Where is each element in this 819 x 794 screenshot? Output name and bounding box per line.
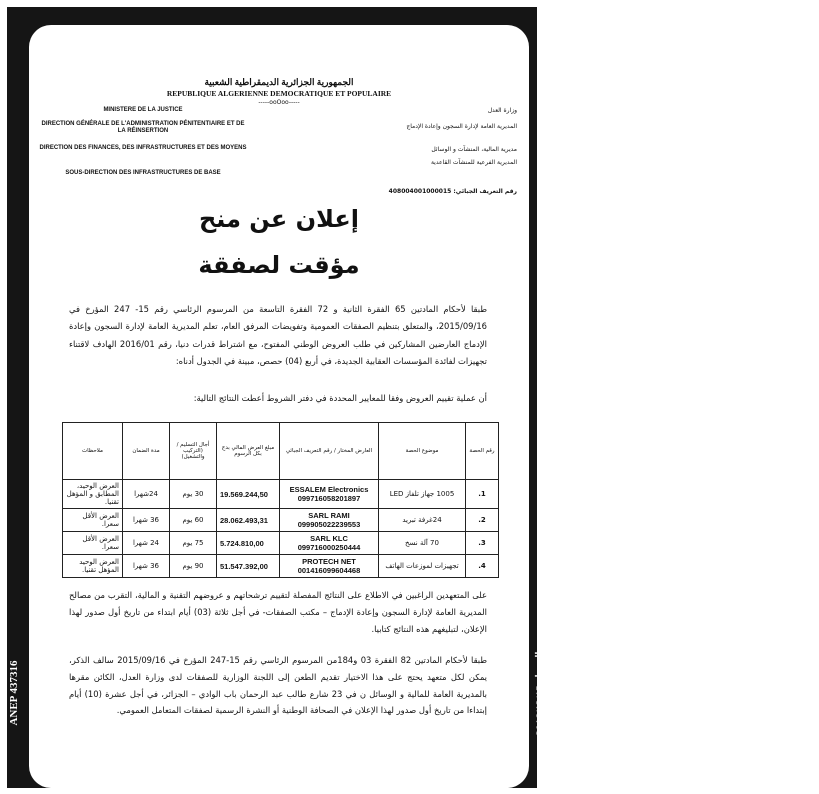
lot-warranty: 36 شهرا: [123, 555, 170, 578]
header-remarks: ملاحظات: [63, 423, 123, 480]
header-lot-subject: موضوع الحصة: [379, 423, 466, 480]
table-row: [63, 480, 499, 509]
lot-number: 1.: [466, 480, 499, 509]
intro-paragraph: طبقا لأحكام المادتين 65 الفقرة الثانية و 72 الفقرة التاسعة من المرسوم الرئاسي رقم 15- 247 المؤرخ في 2015/09/16، والمتعلق بتنظيم الصفقات العمومية وتفويضات المرفق العام، تعلم المديرية العامة لإدارة السجون وإعادة الإدماج العارضين المشاركين في طلب العروض الوطني المفتوح، مع اشتراط قدرات دنيا، رقم 2016/01 الهادف لاقتناء تجهيزات لفائدة المؤسسات العقابية الجديدة، في أربع (04) حصص، مبينة في الجدول أدناه:: [69, 304, 487, 367]
directorate-finances-fr: DIRECTION DES FINANCES, DES INFRASTRUCTURES ET DES MOYENS: [39, 145, 247, 151]
lot-remarks: العرض الوحيد المؤهل تقنيا.: [63, 555, 123, 578]
anep-reference: ANEP 437316: [8, 660, 20, 726]
consultation-paragraph: على المتعهدين الراغبين في الاطلاع على النتائج المفصلة لتقييم ترشحاتهم و عروضهم التقنية و المالية، التقرب من مصالح المديرية العامة لإدارة السجون وإعادة الإدماج – مكتب الصفقات- في أجل ثلاثة (03) أيام ابتداء من تاريخ أول صدور لهذا الإعلان، لتبليغهم هذه النتائج كتابيا.: [69, 590, 488, 634]
publication-date: 2016/12/15 المساء: [534, 651, 547, 736]
lot-subject: 1005 جهاز تلفاز LED: [379, 480, 466, 509]
announcement-title-line2: مؤقت لصفقة: [198, 251, 360, 279]
table-row: [63, 555, 499, 578]
results-intro: أن عملية تقييم العروض وفقا للمعايير المحددة في دفتر الشروط أعطت النتائج التالية:: [193, 393, 487, 403]
directorate-general-ar: المديرية العامة لإدارة السجون وإعادة الإدماج: [406, 123, 517, 130]
lot-amount: 28.062.493,31: [217, 509, 280, 532]
lot-amount: 51.547.392,00: [217, 555, 280, 578]
arabic-state-name: الجمهورية الجزائرية الديمقراطية الشعبية: [204, 77, 354, 87]
scan-frame: [7, 7, 547, 788]
ministry-fr: MINISTERE DE LA JUSTICE: [103, 107, 183, 113]
appeal-paragraph: طبقا لأحكام المادتين 82 الفقرة 03 و184من المرسوم الرئاسي رقم 15-247 المؤرخ في 2015/09/16 سالف الذكر، يمكن لكل متعهد يحتج على هذا الاختيار تقديم الطعن إلى اللجنة الوزارية للصفقات لدى وزارة العدل، الكائن مقرها بالمديرية العامة للمالية و الوسائل ن في 23 شارع طالب عبد الرحمان باب الوادي – الجزائر، في أجل عشرة (10) أيام إبتداءا من تاريخ أول صدور لهذا الإعلان في الصحافة الوطنية أو النشرة الرسمية لصفقات المتعامل العمومي.: [69, 655, 488, 716]
header-separator: -----ooOoo-----: [258, 99, 300, 106]
fiscal-id: رقم التعريف الجبائي: 408004001000015: [388, 188, 517, 195]
header-lot-number: رقم الحصة: [466, 423, 499, 480]
lot-delay: 30 يوم: [170, 480, 217, 509]
lot-delay: 90 يوم: [170, 555, 217, 578]
lot-bidder: ESSALEM Electronics 099716058201897: [280, 480, 379, 509]
lot-bidder: SARL KLC 099716000250444: [280, 532, 379, 555]
header-delay: أجال التسليم / (التركيب والتشغيل): [170, 423, 217, 480]
lot-remarks: العرض الأقل سعرا.: [63, 532, 123, 555]
lot-warranty: 24 شهرا: [123, 532, 170, 555]
header-bidder: العارض المختار / رقم التعريف الجبائي: [280, 423, 379, 480]
lot-number: 2.: [466, 509, 499, 532]
header-warranty: مدة الضمان: [123, 423, 170, 480]
announcement-page: [29, 25, 529, 788]
ministry-ar: وزارة العدل: [487, 107, 517, 114]
lot-subject: 24غرفة تبريد: [379, 509, 466, 532]
french-state-name: REPUBLIQUE ALGERIENNE DEMOCRATIQUE ET POPULAIRE: [166, 89, 392, 98]
table-row: [63, 532, 499, 555]
lot-delay: 60 يوم: [170, 509, 217, 532]
lot-subject: تجهيزات لموزعات الهاتف: [379, 555, 466, 578]
lot-warranty: 36 شهرا: [123, 509, 170, 532]
lot-remarks: العرض الوحيد، المطابق و المؤهل تقنيا.: [63, 480, 123, 509]
sub-directorate-ar: المديرية الفرعية للمنشآت القاعدية: [430, 159, 517, 166]
table-row: [63, 509, 499, 532]
announcement-title-line1: إعلان عن منح: [199, 205, 359, 233]
lot-bidder: PROTECH NET 001416099604468: [280, 555, 379, 578]
lot-subject: 70 آلة نسخ: [379, 532, 466, 555]
lot-amount: 19.569.244,50: [217, 480, 280, 509]
lot-bidder: SARL RAMI 099905022239553: [280, 509, 379, 532]
lot-delay: 75 يوم: [170, 532, 217, 555]
sub-directorate-fr: SOUS-DIRECTION DES INFRASTRUCTURES DE BASE: [65, 170, 221, 176]
lot-warranty: 24شهرا: [123, 480, 170, 509]
lot-number: 3.: [466, 532, 499, 555]
table-header-row: [63, 423, 499, 480]
directorate-finances-ar: مديرية المالية، المنشآت و الوسائل: [431, 146, 517, 153]
lot-remarks: العرض الأقل سعرا.: [63, 509, 123, 532]
lot-amount: 5.724.810,00: [217, 532, 280, 555]
results-table: [62, 422, 499, 578]
lot-number: 4.: [466, 555, 499, 578]
directorate-general-fr: DIRECTION GÉNÉRALE DE L'ADMINISTRATION PÉNITENTIAIRE ET DE LA RÉINSERTION: [41, 121, 245, 134]
header-amount: مبلغ العرض المالي بدج بكل الرسوم: [217, 423, 280, 480]
